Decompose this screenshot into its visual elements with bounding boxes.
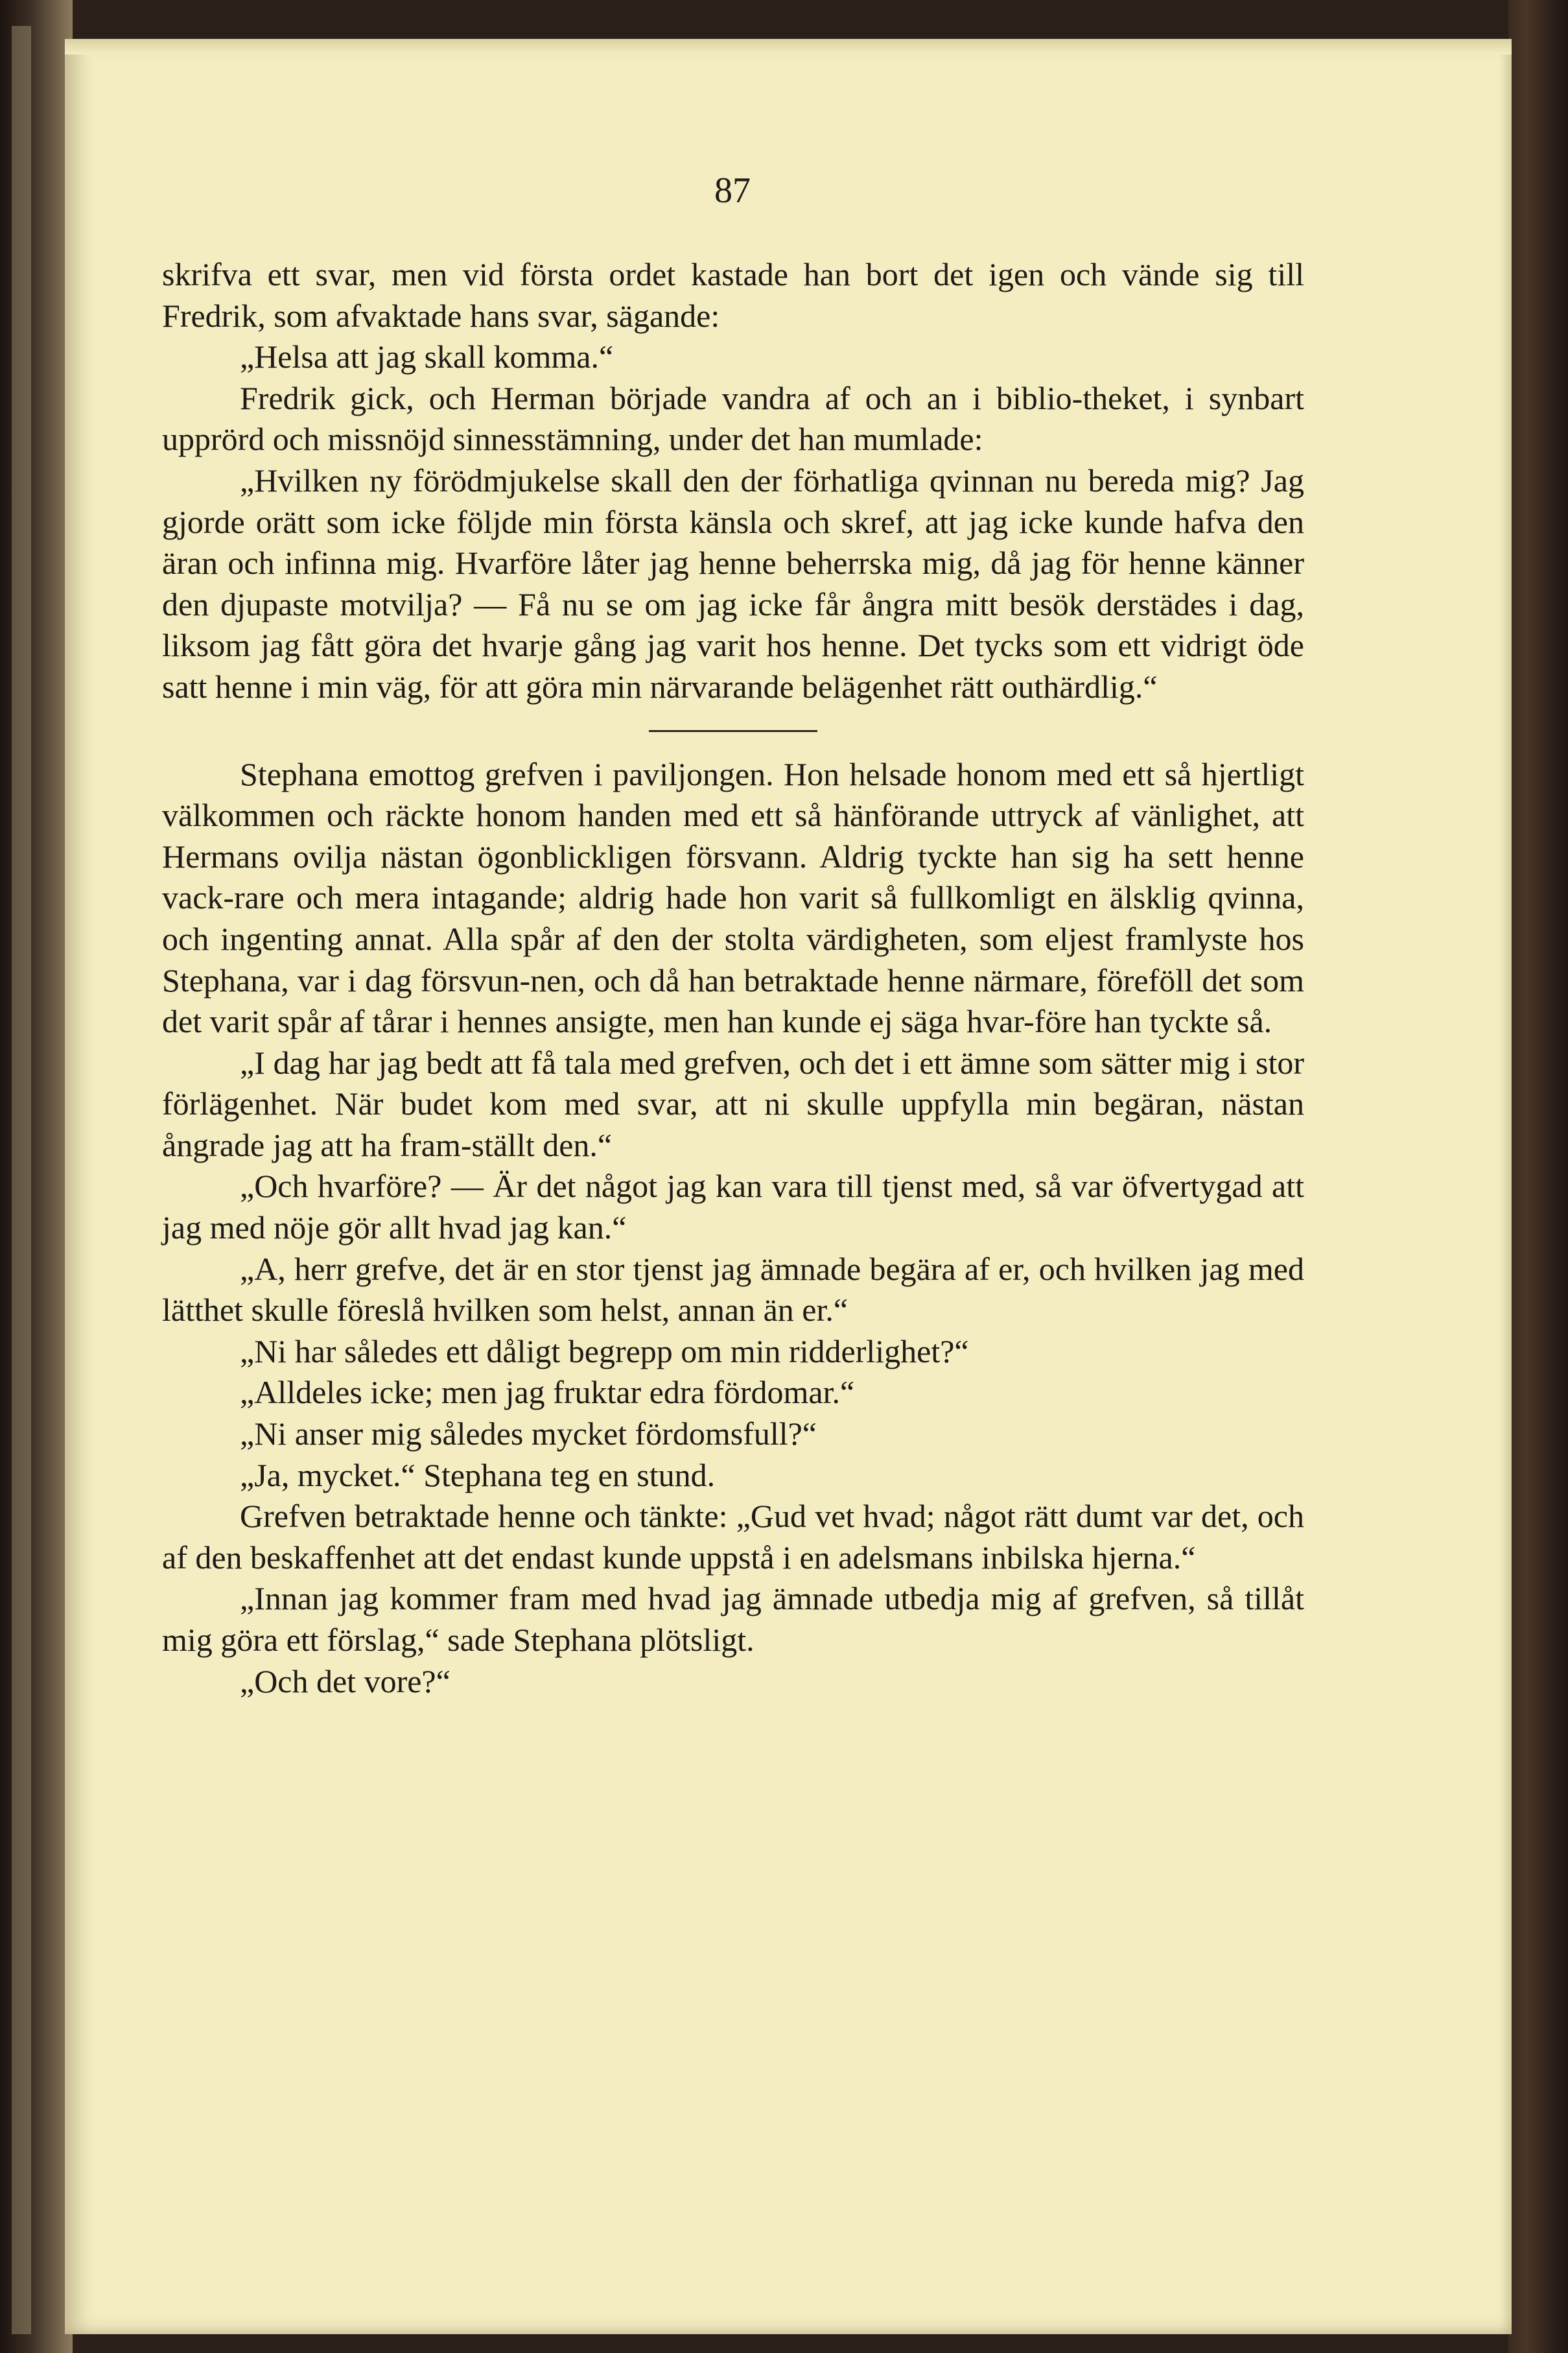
page-top-edge: [65, 39, 1512, 54]
previous-page-edge: [12, 26, 31, 2334]
paragraph: Stephana emottog grefven i paviljongen. Hon helsade honom med ett så hjertligt välkommen och räckte honom handen med ett så hänförande uttryck af vänlighet, att Hermans ovilja nästan ögonblickligen försvann. Aldrig tyckte han sig ha sett henne vack-rare och mera intagande; aldrig hade hon varit så fullkomligt en älsklig qvinna, och ingenting annat. Alla spår af den der stolta värdigheten, som eljest framlyste hos Stephana, var i dag försvun-nen, och då han betraktade henne närmare, föreföll det som det varit spår af tårar i hennes ansigte, men han kunde ej säga hvar-före han tyckte så.: [162, 755, 1304, 1040]
paragraph: „Ni har således ett dåligt begrepp om min ridderlighet?“: [240, 1332, 969, 1369]
paragraph: „A, herr grefve, det är en stor tjenst jag ämnade begära af er, och hvilken jag med lätthet skulle föreslå hvilken som helst, annan än er.“: [162, 1250, 1304, 1329]
paragraph: Fredrik gick, och Herman började vandra af och an i biblio-theket, i synbart upprörd och missnöjd sinnesstämning, under det han mumlade:: [162, 379, 1304, 458]
paragraph: „Ja, mycket.“ Stephana teg en stund.: [240, 1456, 716, 1493]
page-number: 87: [714, 171, 751, 211]
section-divider: [649, 730, 817, 732]
paragraph: „I dag har jag bedt att få tala med grefven, och det i ett ämne som sätter mig i stor förlägenhet. När budet kom med svar, att ni skulle uppfylla min begäran, nästan ångrade jag att ha fram-ställt den.“: [162, 1044, 1304, 1163]
paragraph: „Och det vore?“: [240, 1662, 451, 1699]
page-body: [162, 254, 1304, 1702]
paragraph: „Hvilken ny förödmjukelse skall den der förhatliga qvinnan nu bereda mig? Jag gjorde orätt som icke följde min första känsla och skref, att jag icke kunde hafva den äran och infinna mig. Hvarföre låter jag henne beherrska mig, då jag för henne känner den djupaste motvilja? — Få nu se om jag icke får ångra mitt besök derstädes i dag, liksom jag fått göra det hvarje gång jag varit hos henne. Det tycks som ett vidrigt öde satt henne i min väg, för att göra min närvarande belägenhet rätt outhärdlig.“: [162, 462, 1304, 705]
paragraph: skrifva ett svar, men vid första ordet kastade han bort det igen och vände sig till Fredrik, som afvaktade hans svar, sägande:: [162, 256, 1304, 334]
paragraph: Grefven betraktade henne och tänkte: „Gud vet hvad; något rätt dumt var det, och af den beskaffenhet att det endast kunde uppstå i en adelsmans inbilska hjerna.“: [162, 1498, 1304, 1576]
book-cover-right: [1508, 0, 1568, 2353]
paragraph: „Helsa att jag skall komma.“: [240, 338, 614, 375]
book-binding-left: [0, 0, 73, 2353]
paragraph: „Ni anser mig således mycket fördomsfull?“: [240, 1415, 817, 1452]
paragraph: „Innan jag kommer fram med hvad jag ämnade utbedja mig af grefven, så tillåt mig göra ett förslag,“ sade Stephana plötsligt.: [162, 1580, 1304, 1658]
paragraph: „Och hvarföre? — Är det något jag kan vara till tjenst med, så var öfvertygad att jag med nöje gör allt hvad jag kan.“: [162, 1168, 1304, 1246]
paragraph: „Alldeles icke; men jag fruktar edra fördomar.“: [240, 1374, 855, 1411]
